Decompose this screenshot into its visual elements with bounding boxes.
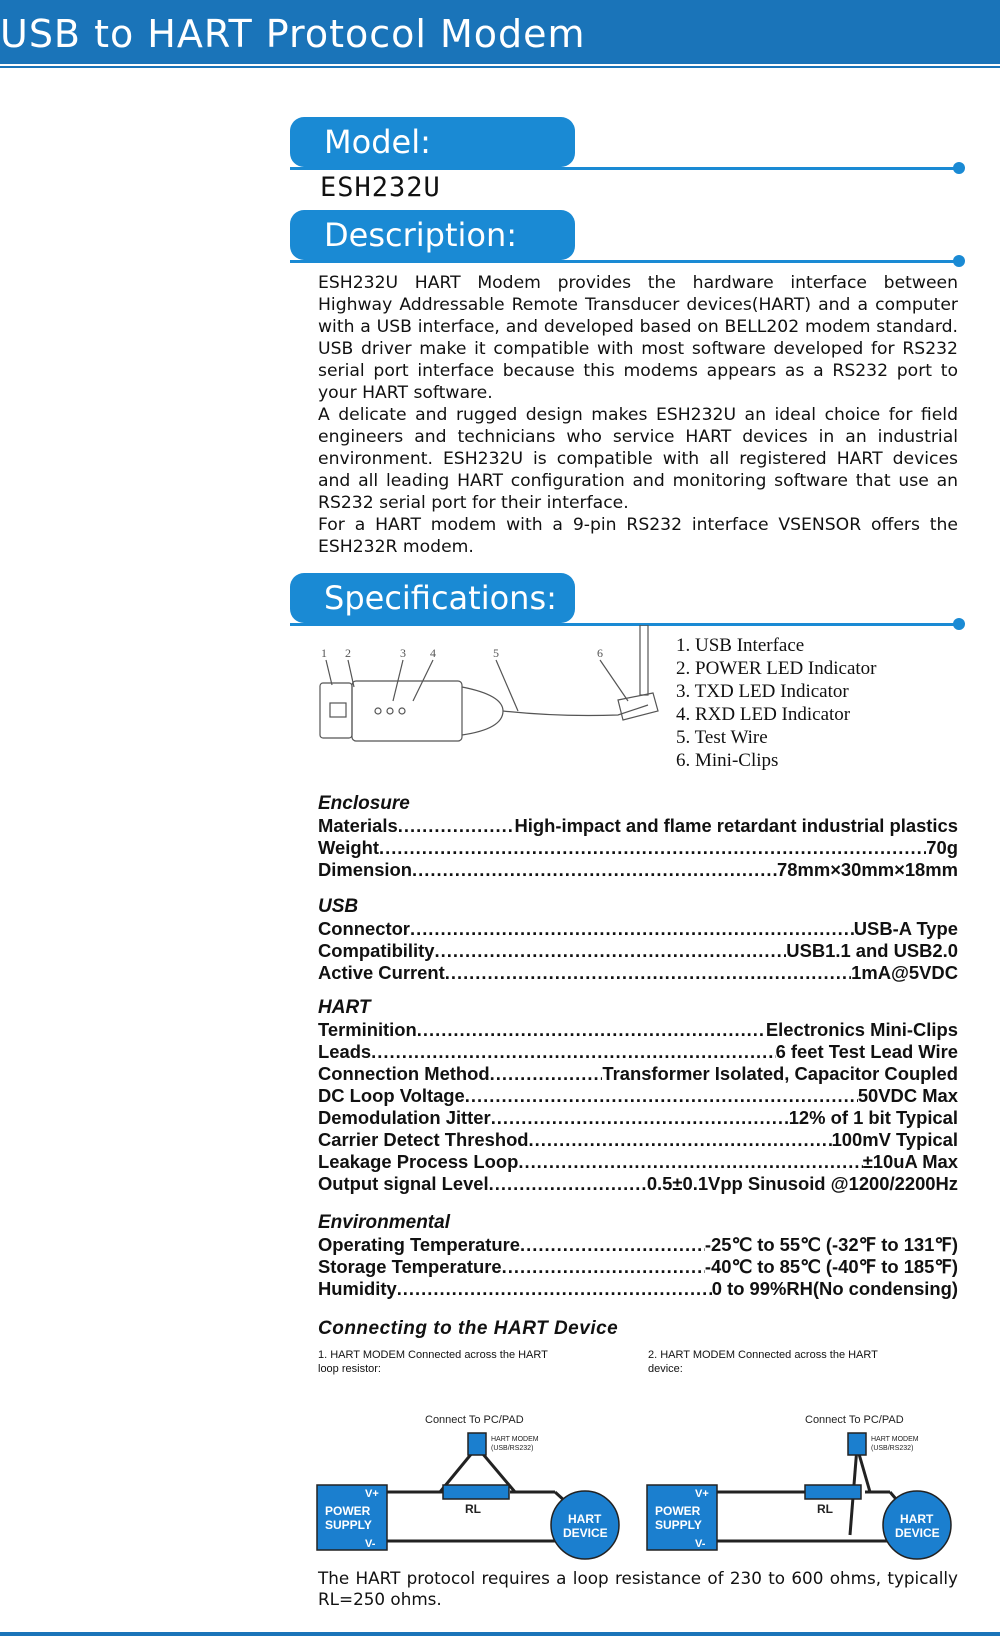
spec-label: Dimension (318, 859, 413, 880)
spec-value: USB1.1 and USB2.0 (786, 940, 958, 961)
page-title: USB to HART Protocol Modem (0, 12, 586, 56)
modem-sublabel: (USB/RS232) (491, 1445, 534, 1452)
device-illustration (318, 625, 663, 765)
device-label-1: HART (568, 1512, 602, 1526)
spec-label: Operating Temperature (318, 1234, 520, 1255)
loop-resistance-note: The HART protocol requires a loop resistance of 230 to 600 ohms, typically RL=250 ohms. (318, 1568, 958, 1609)
resistor-shape (443, 1485, 509, 1499)
description-paragraph-1: ESH232U HART Modem provides the hardware interface between Highway Addressable Remote Transducer devices(HART) and a computer with a USB interface, and developed based on BELL202 modem standard. USB driver make it compatible with most software developed for RS232 serial port interface because this modems appears as a RS232 port to your HART software. (318, 273, 958, 403)
leader-dots (490, 1063, 603, 1085)
spec-label: Leads (318, 1041, 372, 1062)
resistor-shape (805, 1485, 861, 1499)
model-value: ESH232U (320, 172, 441, 203)
spec-value: 0 to 99%RH(No condensing) (711, 1278, 958, 1299)
power-label-1: POWER (655, 1504, 701, 1518)
legend-item: 3. TXD LED Indicator (676, 681, 849, 702)
diagram-1 (315, 1385, 645, 1565)
spec-row (318, 1278, 958, 1300)
spec-label: DC Loop Voltage (318, 1085, 465, 1106)
spec-value: 0.5±0.1Vpp Sinusoid @1200/2200Hz (646, 1173, 958, 1194)
model-heading: Model: (290, 117, 575, 167)
rule-dot (953, 255, 965, 267)
spec-row (318, 940, 958, 962)
spec-value: 100mV Typical (831, 1129, 958, 1150)
spec-group-title: HART (318, 997, 371, 1018)
spec-label: Materials (318, 815, 398, 836)
spec-label: Storage Temperature (318, 1256, 502, 1277)
spec-label: Connector (318, 918, 410, 939)
modem-label: HART MODEM (491, 1436, 539, 1443)
spec-label: Active Current (318, 962, 445, 983)
legend-item: 1. USB Interface (676, 635, 805, 656)
spec-row (318, 1151, 958, 1173)
callout-6: 6 (597, 646, 603, 660)
modem-box (468, 1433, 486, 1455)
pc-label: Connect To PC/PAD (425, 1414, 524, 1426)
spec-value: 6 feet Test Lead Wire (775, 1041, 958, 1062)
section-rule (290, 167, 957, 170)
spec-group-usb (318, 896, 958, 984)
spec-label: Output signal Level (318, 1173, 489, 1194)
vplus-label: V+ (365, 1488, 379, 1500)
spec-value: -25℃ to 55℃ (-32℉ to 131℉) (704, 1234, 958, 1255)
usb-plug-shape (320, 683, 352, 738)
spec-row (318, 962, 958, 984)
leader-dots (489, 1173, 647, 1195)
spec-label: Carrier Detect Threshod (318, 1129, 529, 1150)
diagram-2 (645, 1385, 975, 1565)
section-rule (290, 260, 957, 263)
header-underline (0, 66, 1000, 68)
mini-clip-shape (640, 625, 648, 695)
legend-item: 6. Mini-Clips (676, 750, 779, 771)
spec-row (318, 1063, 958, 1085)
spec-row (318, 1173, 958, 1195)
connecting-title: Connecting to the HART Device (318, 1318, 619, 1339)
modem-sublabel: (USB/RS232) (871, 1445, 914, 1452)
legend-item: 4. RXD LED Indicator (676, 704, 851, 725)
header-bar (0, 0, 1000, 64)
modem-label: HART MODEM (871, 1436, 919, 1443)
spec-label: Terminition (318, 1019, 417, 1040)
device-label-2: DEVICE (563, 1526, 608, 1540)
description-section-header (290, 210, 965, 266)
test-wire-shape (503, 705, 648, 716)
device-label-2: DEVICE (895, 1526, 940, 1540)
spec-label: Weight (318, 837, 379, 858)
spec-value: 70g (926, 837, 958, 858)
device-label-1: HART (900, 1512, 934, 1526)
leader-dots (434, 940, 786, 962)
resistor-label: RL (817, 1502, 833, 1516)
rule-dot (953, 618, 965, 630)
spec-row (318, 837, 958, 859)
spec-group-title: Enclosure (318, 793, 410, 814)
callout-1: 1 (321, 646, 327, 660)
spec-group-title: Environmental (318, 1212, 450, 1233)
leader-dots (398, 815, 515, 837)
spec-label: Connection Method (318, 1063, 490, 1084)
vminus-label: V- (695, 1538, 706, 1550)
leader-dots (397, 1278, 712, 1300)
power-label-2: SUPPLY (325, 1518, 372, 1532)
callout-5: 5 (493, 646, 499, 660)
spec-group-environmental (318, 1212, 958, 1300)
spec-row (318, 815, 958, 837)
spec-value: High-impact and flame retardant industrial plastics (514, 815, 958, 836)
leader-dots (491, 1107, 789, 1129)
pc-label: Connect To PC/PAD (805, 1414, 904, 1426)
spec-row (318, 918, 958, 940)
resistor-label: RL (465, 1502, 481, 1516)
vminus-label: V- (365, 1538, 376, 1550)
spec-row (318, 1234, 958, 1256)
model-section-header (290, 117, 965, 173)
modem-box (848, 1433, 866, 1455)
spec-value: 50VDC Max (857, 1085, 958, 1106)
spec-value: Electronics Mini-Clips (765, 1019, 958, 1040)
spec-row (318, 1085, 958, 1107)
spec-value: 1mA@5VDC (851, 962, 958, 983)
spec-value: -40℃ to 85℃ (-40℉ to 185℉) (704, 1256, 958, 1277)
specifications-section-header (290, 573, 965, 629)
leader-dots (518, 1151, 862, 1173)
callout-4: 4 (430, 646, 436, 660)
device-legend (676, 634, 877, 772)
vplus-label: V+ (695, 1488, 709, 1500)
spec-group-title: USB (318, 896, 359, 917)
clip-head-shape (618, 693, 658, 720)
spec-row (318, 859, 958, 881)
diagram-1-caption: 1. HART MODEM Connected across the HART loop resistor: (318, 1349, 548, 1375)
spec-row (318, 1107, 958, 1129)
spec-value: USB-A Type (853, 918, 958, 939)
leader-dots (379, 837, 926, 859)
footer-rule (0, 1632, 1000, 1636)
spec-label: Leakage Process Loop (318, 1151, 519, 1172)
leader-dots (371, 1041, 775, 1063)
leader-dots (445, 962, 851, 984)
spec-value: 78mm×30mm×18mm (777, 859, 958, 880)
spec-label: Demodulation Jitter (318, 1107, 491, 1128)
spec-label: Humidity (318, 1278, 397, 1299)
power-label-2: SUPPLY (655, 1518, 702, 1532)
diagram-2-caption: 2. HART MODEM Connected across the HART device: (648, 1349, 878, 1375)
spec-row (318, 1041, 958, 1063)
spec-value: Transformer Isolated, Capacitor Coupled (602, 1063, 958, 1084)
modem-body-shape (352, 681, 462, 741)
callout-3: 3 (400, 646, 406, 660)
specifications-heading: Specifications: (290, 573, 575, 623)
description-text (318, 272, 958, 558)
legend-item: 5. Test Wire (676, 727, 768, 748)
spec-row (318, 1129, 958, 1151)
leader-dots (502, 1256, 705, 1278)
leader-dots (529, 1129, 832, 1151)
legend-item: 2. POWER LED Indicator (676, 658, 877, 679)
leader-dots (412, 859, 777, 881)
description-paragraph-3: For a HART modem with a 9-pin RS232 interface VSENSOR offers the ESH232R modem. (318, 515, 958, 557)
leader-dots (465, 1085, 858, 1107)
callout-2: 2 (345, 646, 351, 660)
description-heading: Description: (290, 210, 575, 260)
spec-value: 12% of 1 bit Typical (788, 1107, 958, 1128)
leader-dots (417, 1019, 766, 1041)
spec-value: ±10uA Max (862, 1151, 958, 1172)
leader-dots (520, 1234, 705, 1256)
spec-label: Compatibility (318, 940, 435, 961)
description-paragraph-2: A delicate and rugged design makes ESH232U an ideal choice for field engineers and technicians who service HART devices in an industrial environment. ESH232U is compatible with all registered HART devices and all leading HART configuration and monitoring software that use an RS232 serial port for their interface. (318, 405, 958, 513)
leader-dots (410, 918, 854, 940)
modem-tail-shape (462, 687, 503, 735)
power-label-1: POWER (325, 1504, 371, 1518)
spec-group-enclosure (318, 793, 958, 881)
spec-row (318, 1256, 958, 1278)
spec-group-hart (318, 997, 958, 1195)
rule-dot (953, 162, 965, 174)
spec-row (318, 1019, 958, 1041)
